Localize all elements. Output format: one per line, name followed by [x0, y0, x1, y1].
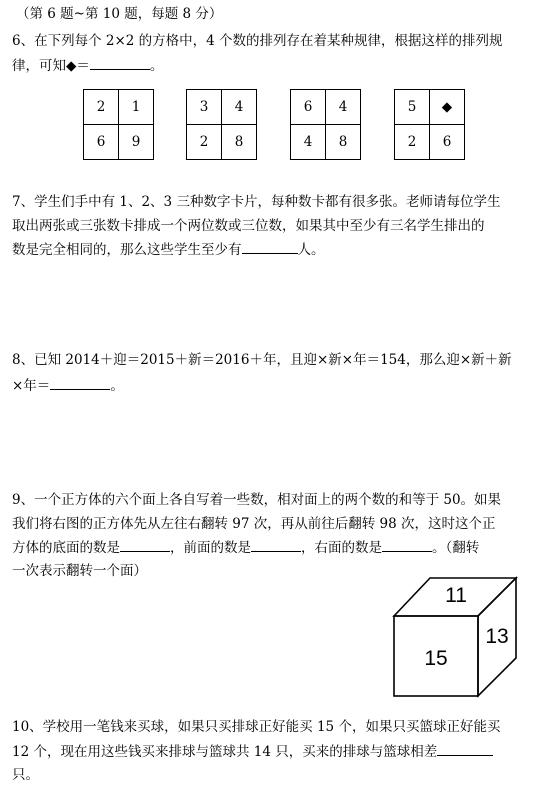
- grid-cell: 4: [303, 134, 313, 150]
- grid-cell: 1: [131, 99, 141, 115]
- diamond-icon: ◆: [441, 99, 453, 115]
- number-grid-2: [186, 89, 257, 160]
- number-grid-3: [290, 89, 361, 160]
- q9-line2: 我们将右图的正方体先从左往右翻转 97 次，再从前往后翻转 98 次，这时这个正: [12, 516, 496, 532]
- grid-cell: 3: [199, 99, 209, 115]
- q9-line3c: ，右面的数是: [301, 540, 382, 556]
- q6-line1: 6、在下列每个 2×2 的方格中，4 个数的排列存在着某种规律，根据这样的排列规: [12, 33, 503, 49]
- answer-blank: [382, 539, 432, 552]
- cube-right-number: 13: [485, 625, 509, 648]
- grid-cell: 8: [234, 134, 244, 150]
- q10-line2-text: 12 个，现在用这些钱买来排球与篮球共 14 只，买来的排球与篮球相差: [12, 744, 438, 760]
- grid-cell: 2: [96, 99, 106, 115]
- q7-line3-end: 人。: [297, 242, 325, 258]
- grid-cell: 4: [338, 99, 348, 115]
- grid-cell: 6: [96, 134, 106, 150]
- q8-line2-text: ×年＝: [12, 378, 51, 394]
- q9-line3a: 方体的底面的数是: [12, 540, 120, 556]
- q9-line3d: 。（翻转: [432, 540, 480, 556]
- number-grid-4: [394, 89, 465, 160]
- section-header: （第 6 题~第 10 题，每题 8 分）: [16, 6, 223, 22]
- q7-line1: 7、学生们手中有 1、2、3 三种数字卡片，每种数卡都有很多张。老师请每位学生: [12, 194, 501, 210]
- grid-cell: 5: [407, 99, 417, 115]
- grid-cell: 6: [442, 134, 452, 150]
- grid-cell: 2: [199, 134, 209, 150]
- q10-line1: 10、学校用一笔钱来买球，如果只买排球正好能买 15 个，如果只买篮球正好能买: [12, 719, 501, 735]
- q9-line3b: ，前面的数是: [170, 540, 251, 556]
- answer-blank: [90, 57, 150, 70]
- q10-line3: 只。: [12, 767, 39, 783]
- q9-line1: 9、一个正方体的六个面上各自写着一些数，相对面上的两个数的和等于 50。如果: [12, 492, 502, 508]
- cube-top-number: 11: [445, 584, 467, 607]
- grid-cell: 4: [234, 99, 244, 115]
- grid-cell: 2: [407, 134, 417, 150]
- answer-blank: [242, 241, 298, 254]
- q6-line2: [12, 57, 163, 74]
- number-grid-1: [83, 89, 154, 160]
- q10-line2: [12, 743, 493, 760]
- cube-diagram: [390, 572, 522, 702]
- q6-line2-end: 。: [149, 58, 164, 74]
- q7-line2: 取出两张或三张数卡排成一个两位数或三位数，如果其中至少有三名学生排出的: [12, 218, 485, 234]
- q7-line3: [12, 241, 325, 258]
- grid-cell: 9: [131, 134, 141, 150]
- answer-blank: [120, 539, 170, 552]
- answer-blank: [437, 743, 493, 756]
- q6-line2-text: 律，可知◆＝: [12, 58, 90, 74]
- q8-line1: 8、已知 2014＋迎＝2015＋新＝2016＋年，且迎×新×年＝154，那么迎×新＋新: [12, 352, 512, 368]
- q7-line3-text: 数是完全相同的，那么这些学生至少有: [12, 242, 242, 258]
- q8-line2: [12, 377, 124, 394]
- q9-line3: [12, 539, 479, 556]
- answer-blank: [251, 539, 301, 552]
- cube-front-number: 15: [424, 647, 448, 670]
- grid-cell: 8: [338, 134, 348, 150]
- grid-cell: 6: [303, 99, 313, 115]
- q8-line2-end: 。: [110, 378, 124, 394]
- q9-line4: 一次表示翻转一个面）: [12, 563, 147, 579]
- answer-blank: [50, 377, 110, 390]
